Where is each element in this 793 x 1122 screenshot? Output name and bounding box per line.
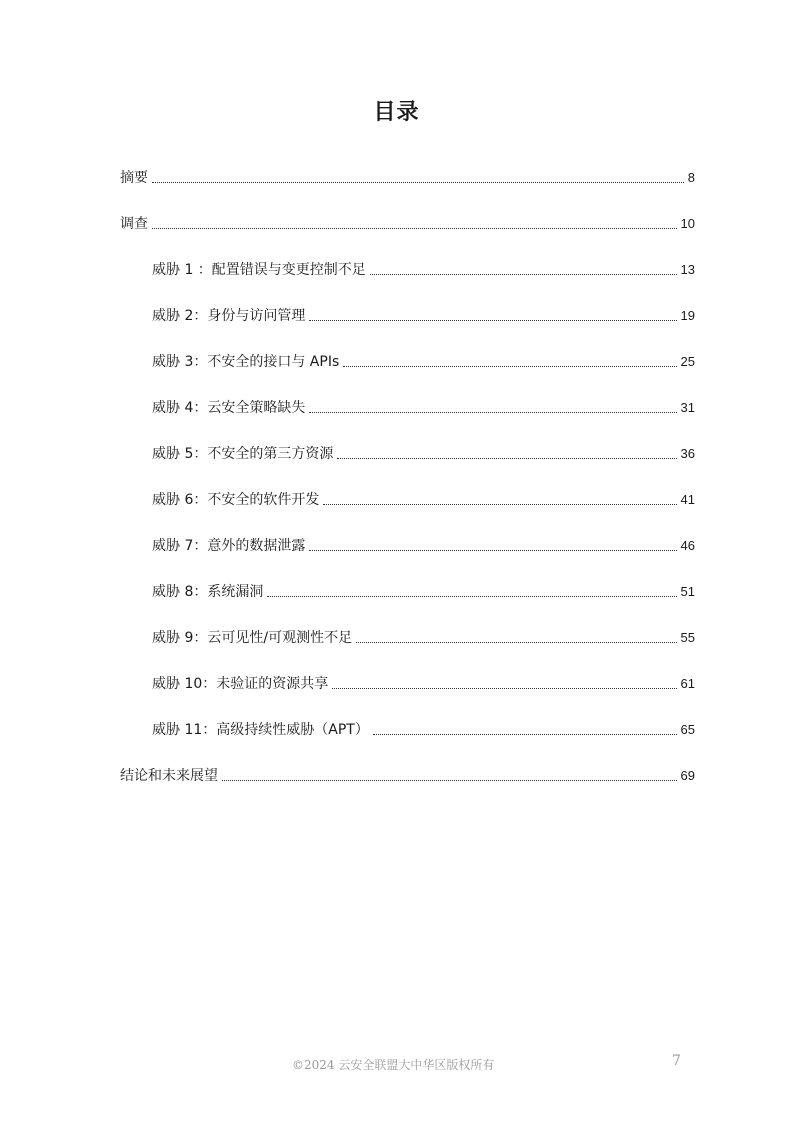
- page-number: 7: [672, 1053, 681, 1069]
- toc-entry-page: 36: [680, 446, 695, 461]
- toc-entry-threat-10[interactable]: [120, 670, 695, 694]
- toc-entry-page: 46: [680, 538, 695, 553]
- toc-entry-threat-5[interactable]: [120, 440, 695, 464]
- toc-leader-dots: [309, 319, 676, 321]
- toc-entry-threat-4[interactable]: [120, 394, 695, 418]
- toc-leader-dots: [152, 227, 677, 229]
- toc-entry-label: 威胁 11：高级持续性威胁（APT）: [152, 722, 369, 738]
- toc-entry-threat-8[interactable]: [120, 578, 695, 602]
- toc-entry-threat-3[interactable]: [120, 348, 695, 372]
- toc-entry-threat-1[interactable]: [120, 256, 695, 280]
- toc-entry-threat-11[interactable]: [120, 716, 695, 740]
- toc-entry-label: 威胁 1 ：配置错误与变更控制不足: [152, 262, 366, 278]
- toc-entry-label: 威胁 3：不安全的接口与 APIs: [152, 354, 340, 370]
- toc-entry-survey[interactable]: [120, 210, 695, 234]
- toc-entry-threat-9[interactable]: [120, 624, 695, 648]
- toc-entry-page: 61: [680, 676, 695, 691]
- toc-entry-page: 55: [680, 630, 695, 645]
- toc-entry-label: 威胁 5：不安全的第三方资源: [152, 446, 334, 462]
- toc-leader-dots: [337, 457, 676, 459]
- toc-leader-dots: [152, 181, 684, 183]
- toc-entry-page: 8: [687, 170, 695, 185]
- toc-leader-dots: [373, 733, 677, 735]
- toc-leader-dots: [309, 549, 676, 551]
- toc-entry-label: 调查: [120, 216, 148, 232]
- toc-entry-threat-6[interactable]: [120, 486, 695, 510]
- toc-entry-conclusion[interactable]: [120, 762, 695, 786]
- toc-entry-label: 威胁 10：未验证的资源共享: [152, 676, 329, 692]
- toc-leader-dots: [309, 411, 676, 413]
- toc-entry-label: 威胁 4：云安全策略缺失: [152, 400, 306, 416]
- toc-entry-label: 威胁 9：云可见性/可观测性不足: [152, 630, 353, 646]
- toc-entry-page: 13: [680, 262, 695, 277]
- toc-entry-page: 10: [680, 216, 695, 231]
- toc-entry-page: 31: [680, 400, 695, 415]
- toc-entry-threat-2[interactable]: [120, 302, 695, 326]
- toc-entry-label: 威胁 8：系统漏洞: [152, 584, 264, 600]
- toc-leader-dots: [356, 641, 676, 643]
- toc-entry-page: 25: [680, 354, 695, 369]
- toc-entry-threat-7[interactable]: [120, 532, 695, 556]
- toc-entry-label: 威胁 7：意外的数据泄露: [152, 538, 306, 554]
- toc-entry-page: 41: [680, 492, 695, 507]
- toc-entry-page: 65: [680, 722, 695, 737]
- toc-leader-dots: [267, 595, 676, 597]
- toc-leader-dots: [343, 365, 676, 367]
- toc-entry-label: 威胁 6：不安全的软件开发: [152, 492, 320, 508]
- table-of-contents: [120, 164, 695, 808]
- toc-entry-page: 69: [680, 768, 695, 783]
- toc-leader-dots: [332, 687, 676, 689]
- toc-entry-abstract[interactable]: [120, 164, 695, 188]
- toc-leader-dots: [323, 503, 676, 505]
- toc-leader-dots: [222, 779, 677, 781]
- toc-entry-label: 结论和未来展望: [120, 768, 218, 784]
- toc-entry-page: 19: [680, 308, 695, 323]
- page-title: 目录: [373, 100, 420, 125]
- toc-entry-page: 51: [680, 584, 695, 599]
- toc-entry-label: 威胁 2：身份与访问管理: [152, 308, 306, 324]
- toc-leader-dots: [370, 273, 677, 275]
- copyright-notice: ©2024 云安全联盟大中华区版权所有: [292, 1058, 495, 1072]
- toc-entry-label: 摘要: [120, 170, 148, 186]
